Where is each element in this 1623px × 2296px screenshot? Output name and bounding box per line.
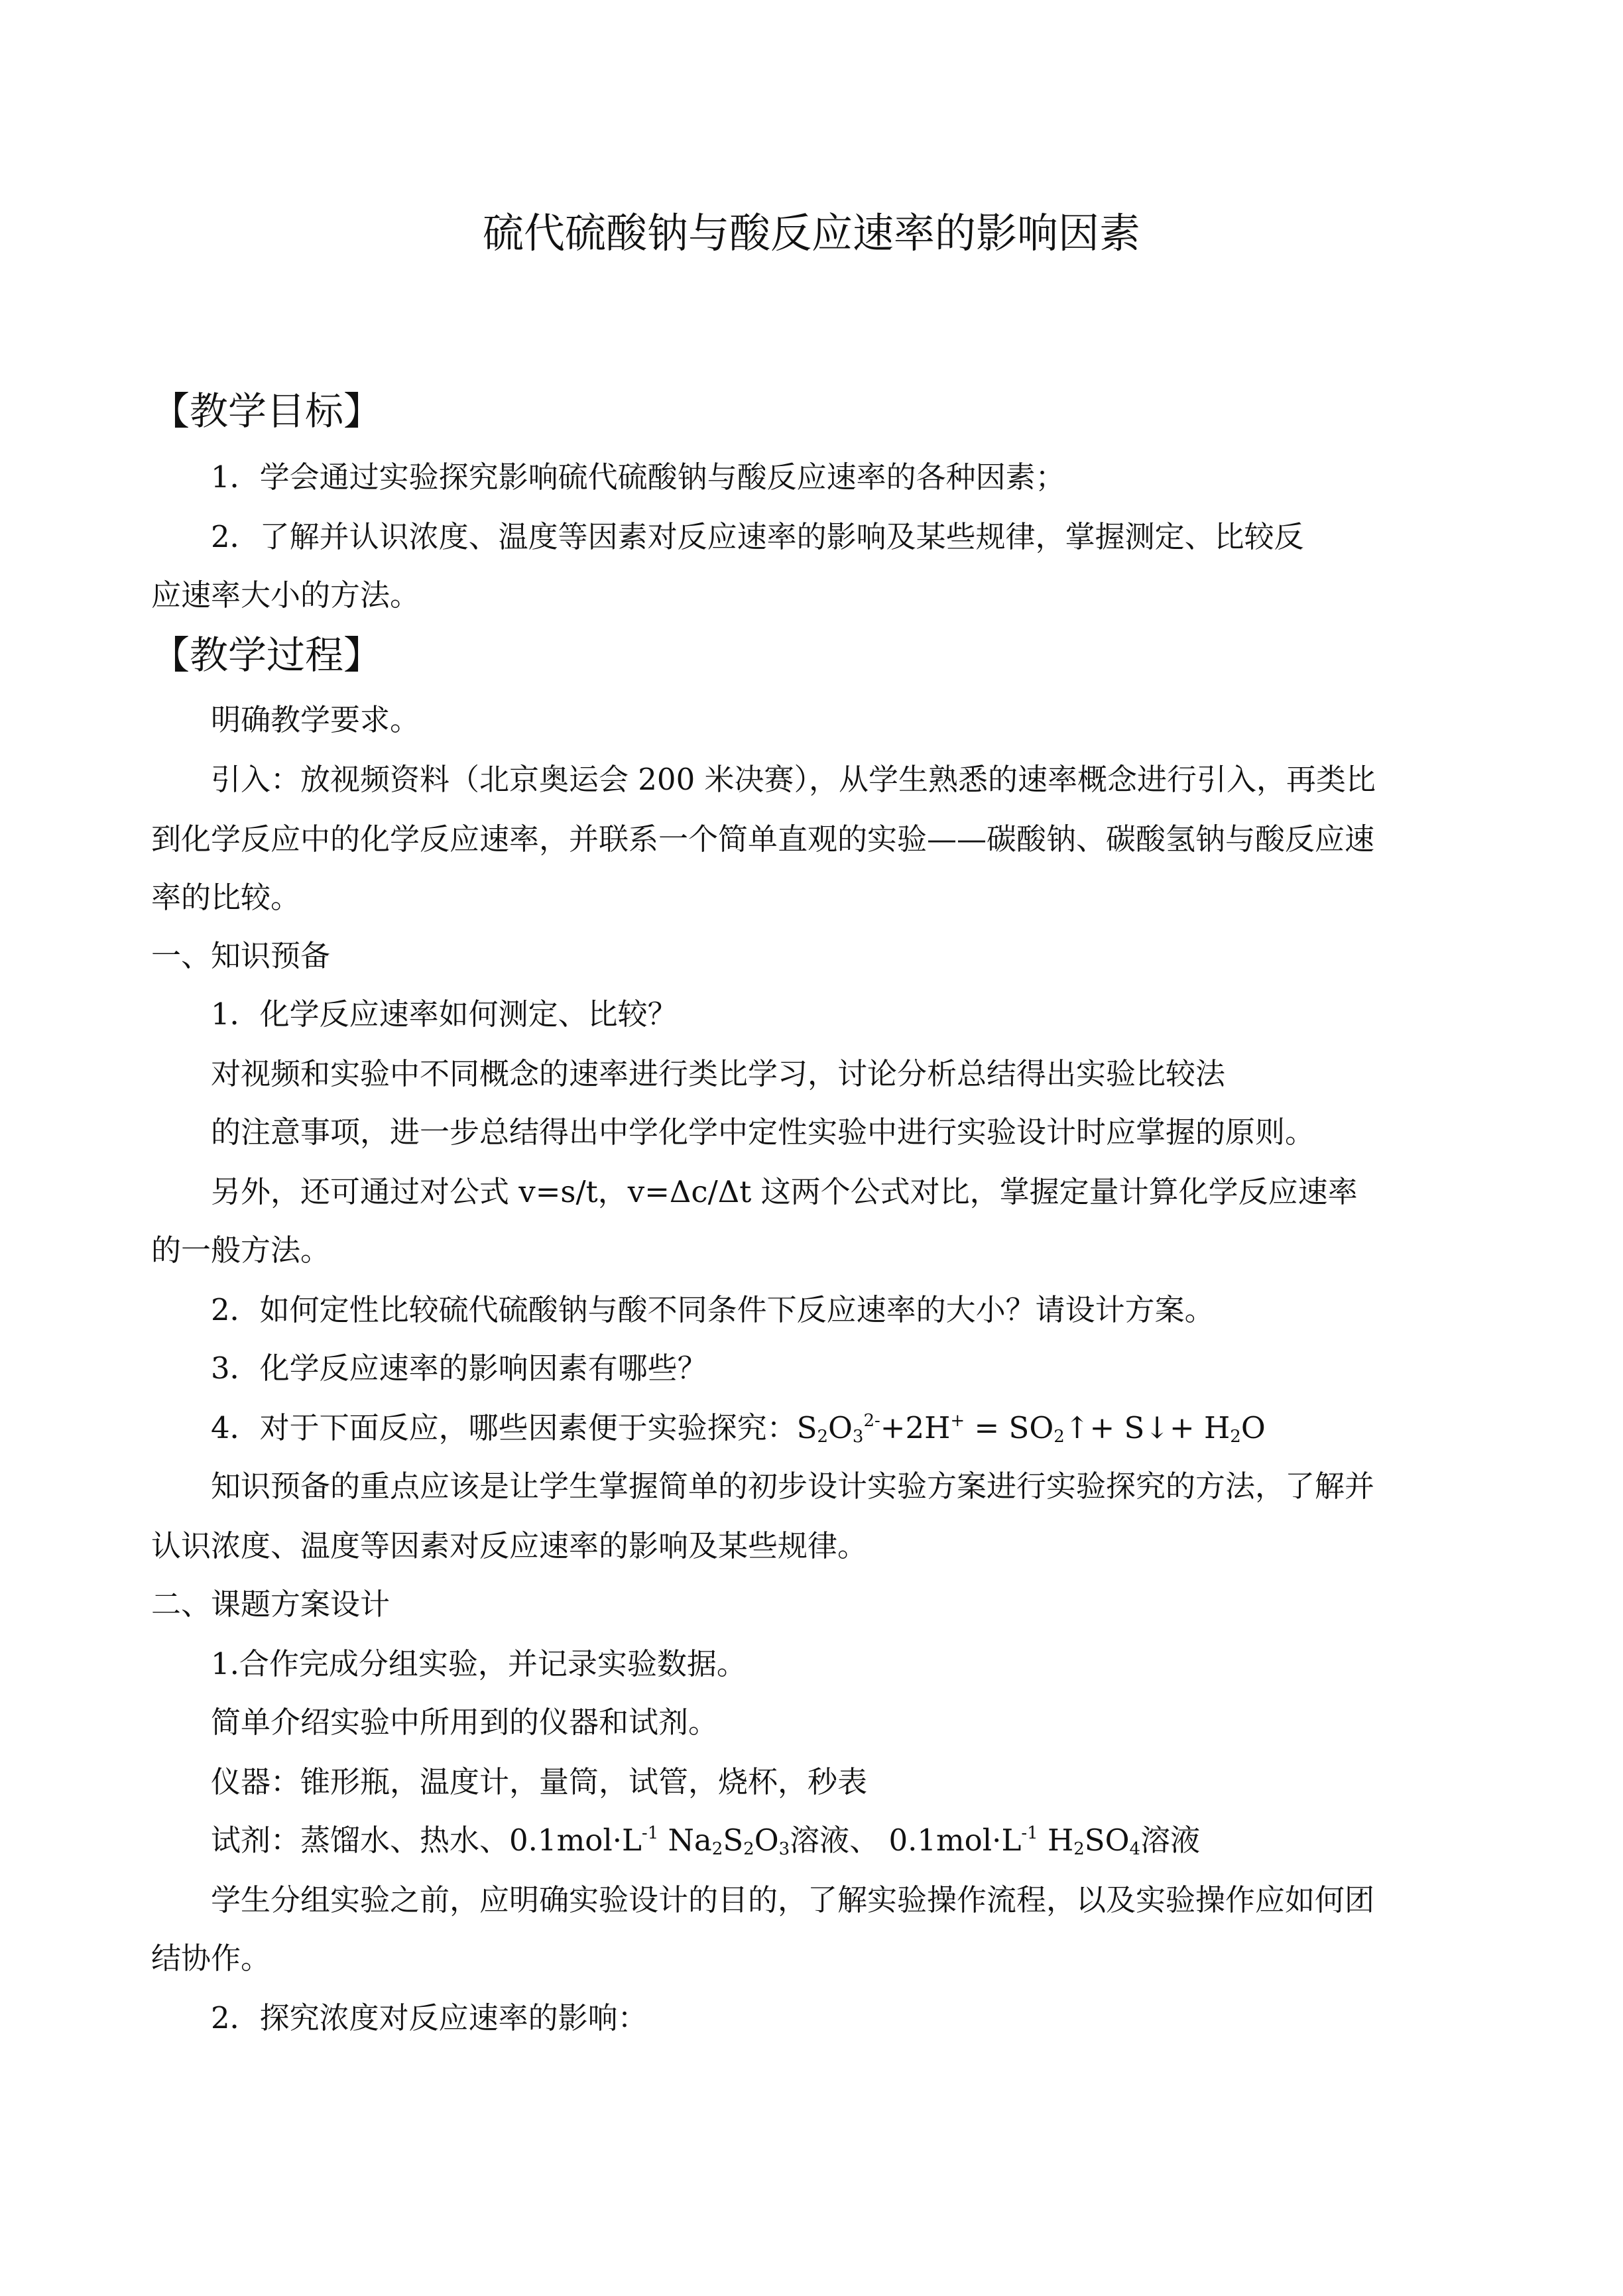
design-item-1: 1.合作完成分组实验，并记录实验数据。	[211, 1646, 747, 1681]
design-instruments: 仪器：锥形瓶，温度计，量筒，试管，烧杯，秒表	[211, 1764, 868, 1799]
section-design-heading: 二、课题方案设计	[151, 1587, 391, 1622]
design-note-line-1: 学生分组实验之前，应明确实验设计的目的，了解实验操作流程，以及实验操作应如何团	[211, 1882, 1375, 1917]
knowledge-item-3: 3．化学反应速率的影响因素有哪些？	[211, 1351, 707, 1386]
goals-heading: 【教学目标】	[151, 389, 383, 434]
knowledge-formula-line-2: 的一般方法。	[151, 1233, 331, 1268]
knowledge-formula-line-1: 另外，还可通过对公式 v=s/t，v=Δc/Δt 这两个公式对比，掌握定量计算化学反应速率	[211, 1174, 1358, 1209]
paragraph-requirements: 明确教学要求。	[211, 702, 420, 737]
paragraph-intro-line-3: 率的比较。	[151, 880, 301, 915]
section-knowledge-heading: 一、知识预备	[151, 938, 331, 973]
goal-2-line-2: 应速率大小的方法。	[151, 577, 420, 613]
design-reagents: 试剂：蒸馏水、热水、$0.1mol\cdot L^{-1}$ $Na_2S_2O_3$溶液、 $0.1mol\cdot L^{-1}$ $H_2SO_4$溶液	[211, 1823, 1201, 1859]
page-title: 硫代硫酸钠与酸反应速率的影响因素	[482, 209, 1140, 257]
process-heading: 【教学过程】	[151, 633, 383, 678]
goal-1: 1．学会通过实验探究影响硫代硫酸钠与酸反应速率的各种因素；	[211, 459, 1065, 495]
knowledge-item-1-desc-line-2: 的注意事项，进一步总结得出中学化学中定性实验中进行实验设计时应掌握的原则。	[211, 1115, 1315, 1150]
design-item-2: 2．探究浓度对反应速率的影响：	[211, 2000, 648, 2035]
knowledge-item-4-prefix: 4．对于下面反应，哪些因素便于实验探究：	[211, 1410, 797, 1445]
knowledge-item-1-desc-line-1: 对视频和实验中不同概念的速率进行类比学习，讨论分析总结得出实验比较法	[211, 1056, 1226, 1091]
design-note-line-2: 结协作。	[151, 1941, 271, 1976]
reaction-equation: $S_2O_3^{2-}+2H^+$ = $SO_2↑+$ S↓+ $H_2O$	[796, 1410, 1266, 1447]
paragraph-intro-line-1: 引入：放视频资料（北京奥运会 200 米决赛），从学生熟悉的速率概念进行引入，再类比	[211, 762, 1376, 797]
knowledge-focus-line-2: 认识浓度、温度等因素对反应速率的影响及某些规律。	[151, 1528, 868, 1563]
knowledge-item-2: 2．如何定性比较硫代硫酸钠与酸不同条件下反应速率的大小？请设计方案。	[211, 1292, 1215, 1327]
design-item-1-intro: 简单介绍实验中所用到的仪器和试剂。	[211, 1705, 719, 1740]
paragraph-intro-line-2: 到化学反应中的化学反应速率，并联系一个简单直观的实验——碳酸钠、碳酸氢钠与酸反应速	[151, 821, 1375, 857]
knowledge-focus-line-1: 知识预备的重点应该是让学生掌握简单的初步设计实验方案进行实验探究的方法，了解并	[211, 1469, 1375, 1504]
knowledge-item-1: 1．化学反应速率如何测定、比较？	[211, 997, 678, 1032]
knowledge-item-4	[211, 1408, 1266, 1448]
goal-2-line-1: 2．了解并认识浓度、温度等因素对反应速率的影响及某些规律，掌握测定、比较反	[211, 519, 1304, 554]
